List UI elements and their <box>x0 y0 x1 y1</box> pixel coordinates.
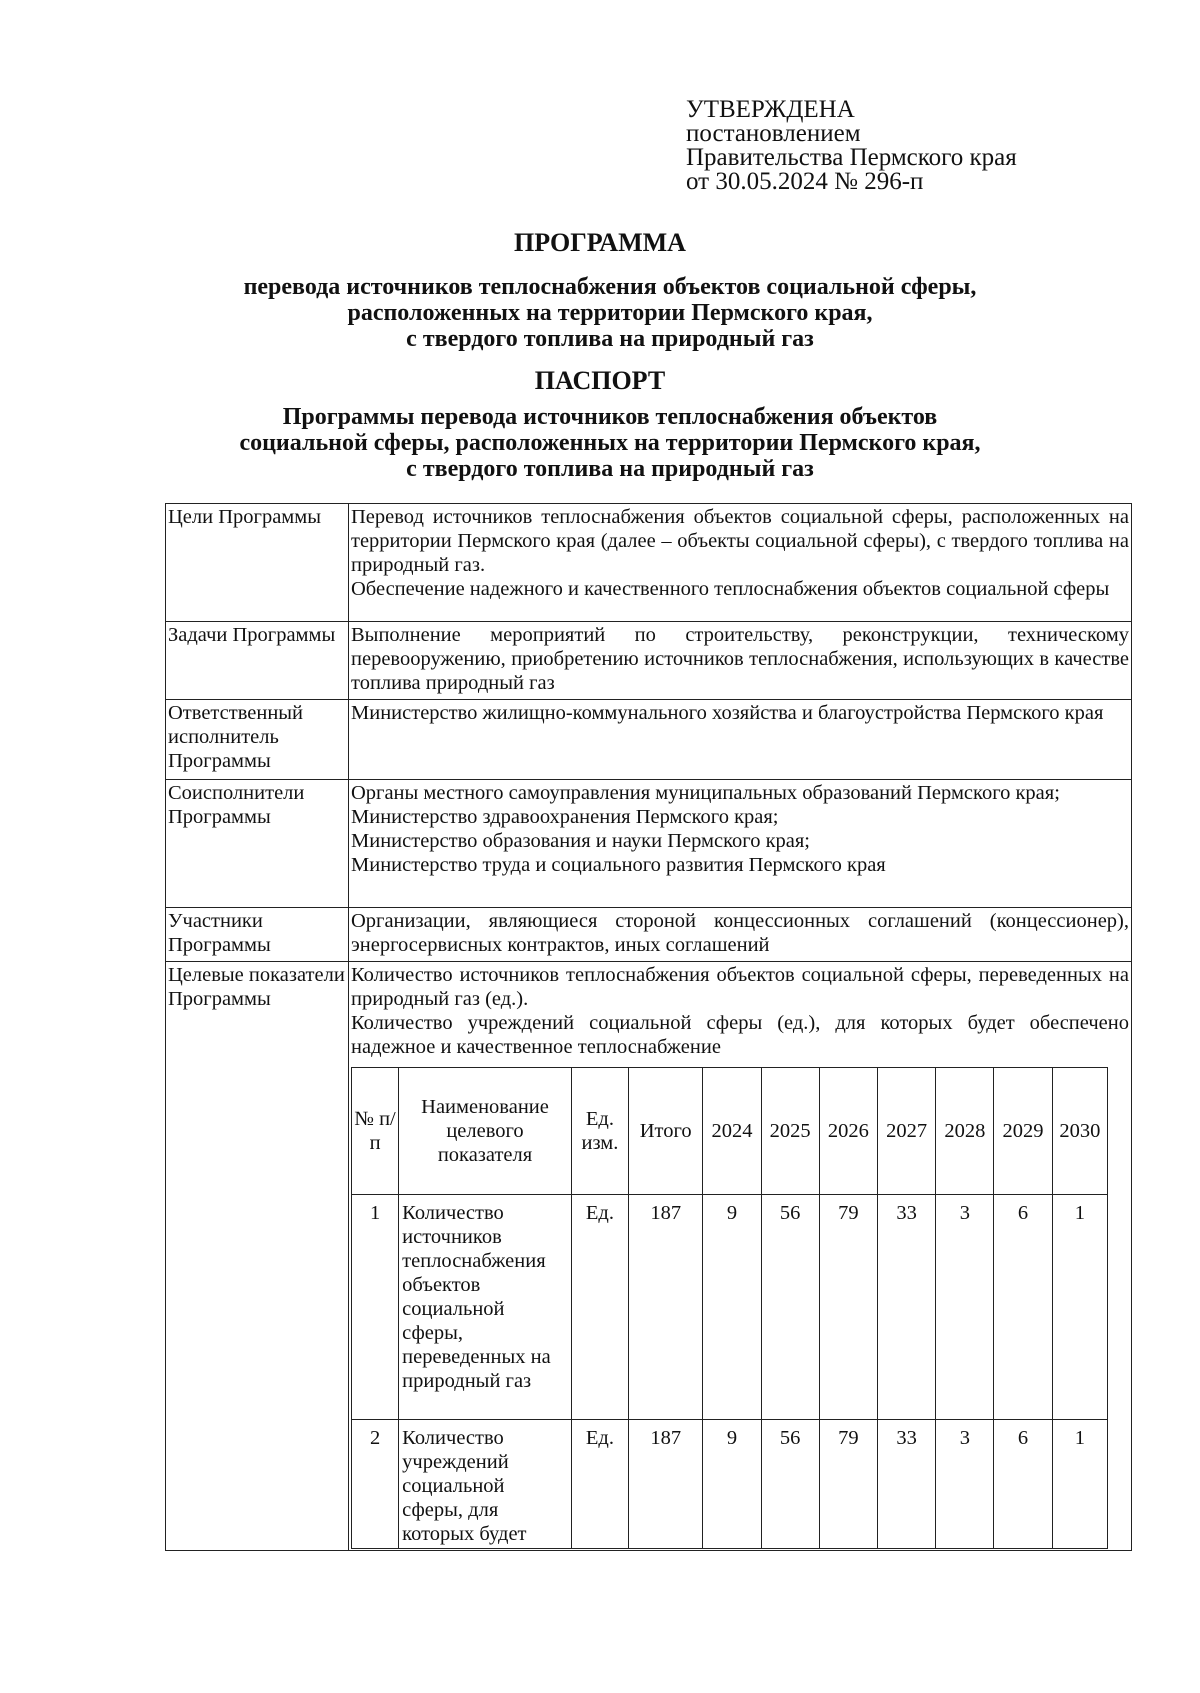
row-value: 56 <box>761 1195 819 1420</box>
row-value: 1 <box>1052 1195 1107 1420</box>
header-name: Наименование целевого показателя <box>399 1068 572 1195</box>
row-num: 2 <box>352 1420 399 1549</box>
header-year: 2024 <box>703 1068 761 1195</box>
tasks-label: Задачи Программы <box>166 622 349 700</box>
participants-value: Организации, являющиеся стороной концессионных соглашений (концессионер), энергосервисных контрактов, иных соглашений <box>349 908 1132 962</box>
passport-subtitle-line: социальной сферы, расположенных на территории Пермского края, <box>239 430 981 456</box>
row-value: 33 <box>878 1195 936 1420</box>
passport-subtitle-line: с твердого топлива на природный газ <box>406 456 814 482</box>
passport-row-executor <box>166 700 1132 780</box>
indicators-header-row <box>352 1068 1108 1195</box>
program-subtitle-line: расположенных на территории Пермского края, <box>347 300 873 326</box>
goals-item: Перевод источников теплоснабжения объектов социальной сферы, расположенных на территории Пермского края (далее – объекты социальной сферы), с твердого топлива на природный газ. <box>351 506 1129 576</box>
row-unit: Ед. <box>571 1420 628 1549</box>
row-value: 3 <box>936 1420 994 1549</box>
approval-authority: Правительства Пермского края <box>686 144 1017 171</box>
row-value: 56 <box>761 1420 819 1549</box>
row-value: 3 <box>936 1195 994 1420</box>
row-unit: Ед. <box>571 1195 628 1420</box>
program-subtitle-line: перевода источников теплоснабжения объектов социальной сферы, <box>243 274 977 300</box>
header-unit: Ед. изм. <box>571 1068 628 1195</box>
row-total: 187 <box>629 1420 703 1549</box>
row-value: 79 <box>819 1195 877 1420</box>
goals-label: Цели Программы <box>166 504 349 622</box>
passport-row-coexecutors <box>166 780 1132 908</box>
targets-value <box>349 962 1132 1551</box>
goals-value <box>349 504 1132 622</box>
program-subtitle <box>150 274 1070 352</box>
passport-row-targets <box>166 962 1132 1551</box>
row-value: 1 <box>1052 1420 1107 1549</box>
passport-title: ПАСПОРТ <box>534 366 666 395</box>
row-num: 1 <box>352 1195 399 1420</box>
row-value: 9 <box>703 1420 761 1549</box>
row-name: Количество учреждений социальной сферы, для которых будет <box>399 1420 572 1549</box>
passport-table <box>165 503 1132 1551</box>
coexecutor-item: Министерство труда и социального развития Пермского края <box>351 854 886 876</box>
coexecutors-label: Соисполнители Программы <box>166 780 349 908</box>
targets-item: Количество учреждений социальной сферы (ед.), для которых будет обеспечено надежное и качественное теплоснабжение <box>351 1012 1129 1058</box>
header-year: 2026 <box>819 1068 877 1195</box>
goals-item: Обеспечение надежного и качественного теплоснабжения объектов социальной сферы <box>351 578 1110 600</box>
coexecutor-item: Министерство образования и науки Пермского края; <box>351 830 810 852</box>
targets-item: Количество источников теплоснабжения объектов социальной сферы, переведенных на природный газ (ед.). <box>351 964 1129 1010</box>
table-row <box>352 1420 1108 1549</box>
participants-label: Участники Программы <box>166 908 349 962</box>
header-year: 2028 <box>936 1068 994 1195</box>
passport-subtitle <box>150 404 1070 482</box>
row-value: 6 <box>994 1420 1052 1549</box>
row-total: 187 <box>629 1195 703 1420</box>
coexecutors-value <box>349 780 1132 908</box>
approval-by: постановлением <box>686 120 861 147</box>
row-value: 33 <box>878 1420 936 1549</box>
passport-row-tasks <box>166 622 1132 700</box>
approval-status: УТВЕРЖДЕНА <box>686 96 855 123</box>
approval-date: от 30.05.2024 № 296-п <box>686 168 924 195</box>
passport-row-participants <box>166 908 1132 962</box>
row-value: 6 <box>994 1195 1052 1420</box>
table-row <box>352 1195 1108 1420</box>
header-year: 2027 <box>878 1068 936 1195</box>
header-num: № п/п <box>352 1068 399 1195</box>
row-value: 79 <box>819 1420 877 1549</box>
header-total: Итого <box>629 1068 703 1195</box>
approval-stamp <box>686 98 1017 194</box>
targets-label: Целевые показатели Программы <box>166 962 349 1551</box>
executor-label: Ответственный исполнитель Программы <box>166 700 349 780</box>
executor-value: Министерство жилищно-коммунального хозяйства и благоустройства Пермского края <box>349 700 1132 780</box>
passport-row-goals <box>166 504 1132 622</box>
coexecutor-item: Министерство здравоохранения Пермского края; <box>351 806 779 828</box>
tasks-value: Выполнение мероприятий по строительству, реконструкции, техническому перевооружению, приобретению источников теплоснабжения, использующих в качестве топлива природный газ <box>349 622 1132 700</box>
row-value: 9 <box>703 1195 761 1420</box>
coexecutor-item: Органы местного самоуправления муниципальных образований Пермского края; <box>351 782 1060 804</box>
header-year: 2030 <box>1052 1068 1107 1195</box>
header-year: 2029 <box>994 1068 1052 1195</box>
passport-subtitle-line: Программы перевода источников теплоснабжения объектов <box>282 404 938 430</box>
indicators-table <box>351 1067 1108 1549</box>
program-subtitle-line: с твердого топлива на природный газ <box>406 326 814 352</box>
row-name: Количество источников теплоснабжения объектов социальной сферы, переведенных на природный газ <box>399 1195 572 1420</box>
header-year: 2025 <box>761 1068 819 1195</box>
program-title: ПРОГРАММА <box>514 228 686 257</box>
